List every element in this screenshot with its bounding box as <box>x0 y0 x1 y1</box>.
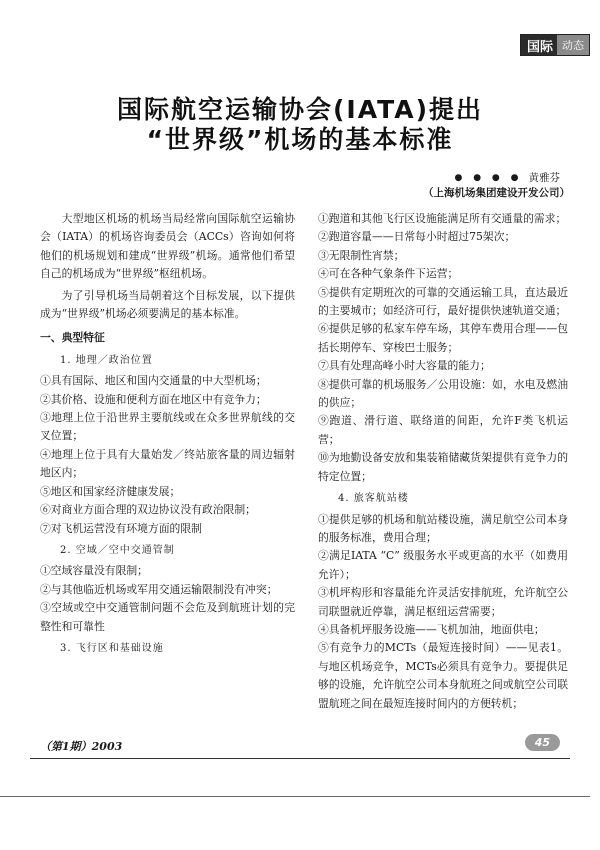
right-column <box>318 210 568 713</box>
list-item: ④可在各种气象条件下运营； <box>318 267 459 281</box>
intro-paragraph-2: 为了引导机场当局朝着这个目标发展，以下提供成为“世界级”机场必须要满足的基本标准。 <box>40 288 295 321</box>
list-item: ⑤有竞争力的MCTs（最短连接时间）——见表1。与地区机场竞争，MCTs必须具有竞争力。要提供足够的设施，允许航空公司本身航班之间或航空公司联盟航班之间在最短连接时间内的方便转机； <box>318 641 568 710</box>
list-item: ①跑道和其他飞行区设施能满足所有交通量的需求； <box>318 212 567 225</box>
subsection-label: 动态 <box>557 35 589 55</box>
subheading-geo-political: 1. 地理／政治位置 <box>60 354 153 366</box>
list-item: ⑥提供足够的私家车停车场，其停车费用合理——包括长期停车、穿梭巴士服务； <box>318 322 568 354</box>
list-item: ①空域容量没有限制； <box>40 564 148 578</box>
list-item: ⑩为地勤设备安放和集装箱储藏货架提供有竞争力的特定位置； <box>318 451 568 483</box>
list-item: ⑤提供有定期班次的可靠的交通运输工具，直达最近的主要城市；如经济可行，最好提供快速轨道交通； <box>318 285 568 318</box>
list-item: ④地理上位于具有大量始发／终站旅客量的周边辐射地区内； <box>40 447 295 480</box>
list-item: ⑦具有处理高峰小时大容量的能力； <box>318 359 491 373</box>
list-item: ①提供足够的机场和航站楼设施，满足航空公司本身的服务标准，费用合理； <box>318 512 568 544</box>
author-name: 黄雅芬 <box>528 172 560 184</box>
list-item: ②跑道容量——日常每小时超过75架次； <box>318 230 516 244</box>
byline-dots: ● ● ● ● <box>454 172 523 183</box>
section-label: 国际 <box>521 35 557 55</box>
list-item: ⑦对飞机运营没有环境方面的限制 <box>40 521 202 535</box>
intro-paragraph-1: 大型地区机场的机场当局经常向国际航空运输协会（IATA）的机场咨询委员会（ACCs）咨询如何将他们的机场规划和建成“世界级”机场。通常他们希望自己的机场成为“世界级”枢纽机场。 <box>40 212 295 281</box>
list-item: ①具有国际、地区和国内交通量的中大型机场； <box>40 374 267 388</box>
section-tag <box>520 34 590 56</box>
left-column <box>40 210 295 660</box>
list-item: ⑥对商业方面合理的双边协议没有政治限制； <box>40 503 256 517</box>
page-number: 45 <box>525 734 560 751</box>
subheading-terminal: 4. 旅客航站楼 <box>338 493 409 505</box>
scan-edge-line <box>0 796 590 797</box>
list-item: ②与其他临近机场或军用交通运输限制没有冲突； <box>40 582 278 596</box>
author-affiliation: （上海机场集团建设开发公司） <box>423 187 570 199</box>
list-item: ⑤地区和国家经济健康发展； <box>40 484 181 498</box>
section-heading-1: 一、典型特征 <box>40 331 105 345</box>
issue-label: （第1期）2003 <box>40 740 123 753</box>
list-item: ③无限制性宵禁； <box>318 248 405 262</box>
footer-divider <box>30 758 570 759</box>
article-title-line2: “世界级”机场的基本标准 <box>146 125 454 154</box>
subheading-airfield: 3. 飞行区和基础设施 <box>60 642 164 654</box>
list-item: ②满足IATA “C” 级服务水平或更高的水平（如费用允许）； <box>318 549 568 581</box>
list-item: ②其价格、设施和便利方面在地区中有竞争力； <box>40 392 267 406</box>
list-item: ③机坪构形和容量能允许灵活安排航班，允许航空公司联盟就近停靠，满足枢纽运营需要； <box>318 586 568 618</box>
list-item: ③地理上位于沿世界主要航线或在众多世界航线的交叉位置； <box>40 411 295 443</box>
subheading-airspace: 2. 空域／空中交通管制 <box>60 544 175 556</box>
article-title-line1: 国际航空运输协会(IATA)提出 <box>116 95 484 124</box>
list-item: ③空域或空中交通管制问题不会危及到航班计划的完整性和可靠性 <box>40 601 295 633</box>
list-item: ⑨跑道、滑行道、联络道的间距，允许F类飞机运营； <box>318 414 568 446</box>
list-item: ④具备机坪服务设施——飞机加油，地面供电； <box>318 622 545 636</box>
list-item: ⑧提供可靠的机场服务／公用设施：如，水电及燃油的供应； <box>318 377 568 410</box>
byline <box>455 170 561 185</box>
